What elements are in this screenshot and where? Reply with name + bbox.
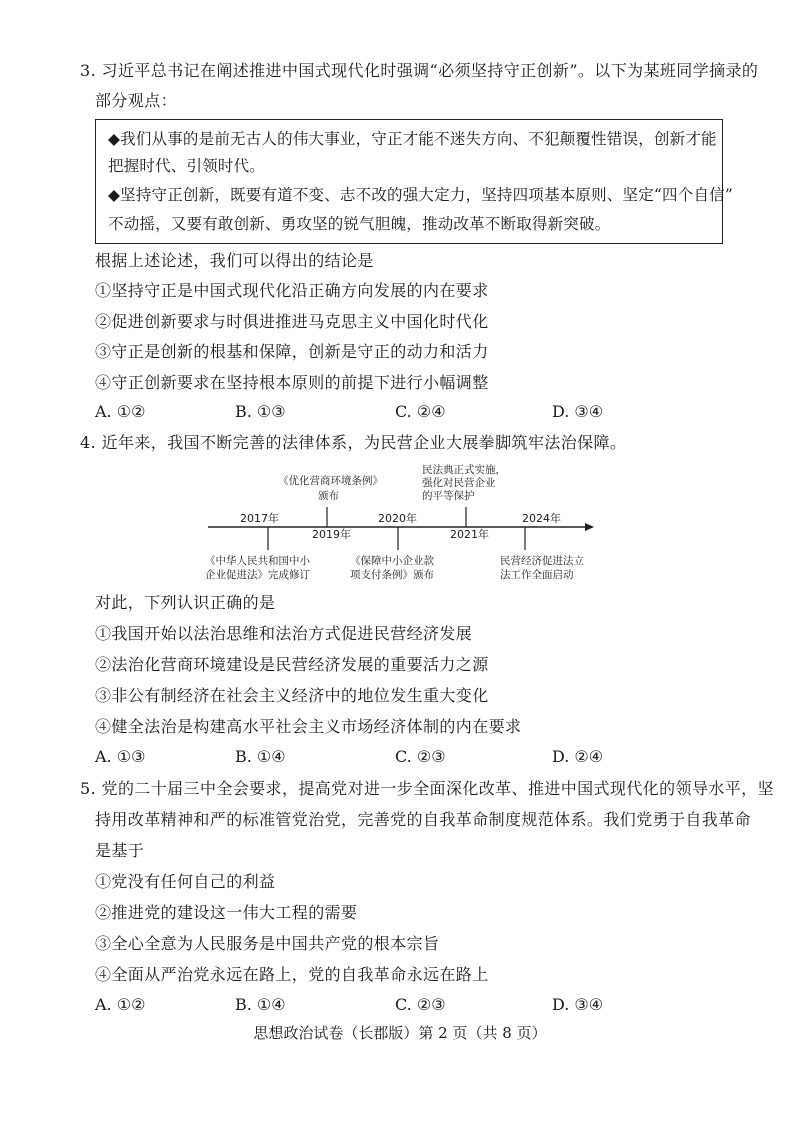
q5-item-3: ③全心全意为人民服务是中国共产党的根本宗旨: [95, 934, 440, 953]
q5-item-1: ①党没有任何自己的利益: [95, 872, 276, 891]
timeline-year-2024: 2024年: [522, 512, 561, 525]
q4-choice-a[interactable]: A. ①③: [95, 747, 146, 766]
q5-choice-d[interactable]: D. ③④: [552, 995, 604, 1014]
q4-choice-b[interactable]: B. ①④: [235, 747, 286, 766]
q5-stem-line1: 5. 党的二十届三中全会要求，提高党对进一步全面深化改革、推进中国式现代化的领导水平，坚: [80, 779, 774, 798]
q3-choice-d[interactable]: D. ③④: [552, 402, 604, 421]
event-2021-line3: 的平等保护: [422, 490, 475, 502]
q3-choice-a[interactable]: A. ①②: [95, 402, 146, 421]
page-footer: 思想政治试卷（长郡版）第 2 页（共 8 页）: [253, 1024, 547, 1042]
event-2024-line1: 民营经济促进法立: [500, 555, 584, 567]
event-2017-line1: 《中华人民共和国中小: [205, 555, 310, 567]
q4-item-2: ②法治化营商环境建设是民营经济发展的重要活力之源: [95, 655, 489, 674]
timeline-year-2019: 2019年: [312, 528, 351, 541]
q5-choice-a[interactable]: A. ①②: [95, 995, 146, 1014]
event-2019-line2: 颁布: [318, 490, 339, 502]
q4-stem: 4. 近年来，我国不断完善的法律体系，为民营企业大展拳脚筑牢法治保障。: [80, 433, 627, 452]
q4-item-1: ①我国开始以法治思维和法治方式促进民营经济发展: [95, 624, 473, 643]
q4-choice-c[interactable]: C. ②③: [395, 747, 446, 766]
q3-quote-line: ◆我们从事的是前无古人的伟大事业，守正才能不迷失方向、不犯颠覆性错误，创新才能: [108, 130, 717, 148]
timeline-arrow-icon: [585, 523, 594, 531]
q3-item-1: ①坚持守正是中国式现代化沿正确方向发展的内在要求: [95, 281, 489, 300]
q3-quote-line: 不动摇，又要有敢创新、勇攻坚的锐气胆魄，推动改革不断取得新突破。: [108, 215, 611, 233]
event-2020-line1: 《保障中小企业款: [350, 555, 434, 567]
q3-choice-c[interactable]: C. ②④: [395, 402, 446, 421]
q3-quote-line: 把握时代、引领时代。: [108, 157, 266, 175]
q5-item-4: ④全面从严治党永远在路上，党的自我革命永远在路上: [95, 965, 489, 984]
q5-choice-b[interactable]: B. ①④: [235, 995, 286, 1014]
event-2024-line2: 法工作全面启动: [500, 569, 574, 581]
q4-choice-d[interactable]: D. ②④: [552, 747, 604, 766]
timeline-year-2017: 2017年: [240, 512, 279, 525]
q3-item-3: ③守正是创新的根基和保障，创新是守正的动力和活力: [95, 342, 489, 361]
timeline-year-2020: 2020年: [378, 512, 417, 525]
q3-item-4: ④守正创新要求在坚持根本原则的前提下进行小幅调整: [95, 373, 489, 392]
event-2021-line1: 民法典正式实施，: [422, 464, 506, 476]
q5-stem-line2: 持用改革精神和严的标准管党治党，完善党的自我革命制度规范体系。我们党勇于自我革命: [95, 810, 752, 829]
event-2019-line1: 《优化营商环境条例》: [278, 475, 383, 487]
q4-question: 对此，下列认识正确的是: [95, 593, 276, 612]
q3-quote-box: [95, 119, 733, 244]
q3-stem-line1: 3. 习近平总书记在阐述推进中国式现代化时强调“必须坚持守正创新”。以下为某班同学摘录的: [80, 61, 759, 80]
q4-item-3: ③非公有制经济在社会主义经济中的地位发生重大变化: [95, 686, 489, 705]
q3-choice-b[interactable]: B. ①③: [235, 402, 286, 421]
q3-item-2: ②促进创新要求与时俱进推进马克思主义中国化时代化: [95, 312, 489, 331]
q3-stem-line2: 部分观点：: [95, 91, 178, 110]
q4-timeline: [200, 462, 600, 587]
q4-item-4: ④健全法治是构建高水平社会主义市场经济体制的内在要求: [95, 717, 522, 736]
q3-quote-line: ◆坚持守正创新，既要有道不变、志不改的强大定力，坚持四项基本原则、坚定“四个自信”: [108, 186, 733, 204]
q5-stem-line3: 是基于: [95, 841, 145, 860]
timeline-year-2021: 2021年: [450, 528, 489, 541]
event-2021-line2: 强化对民营企业: [422, 477, 496, 489]
event-2017-line2: 企业促进法》完成修订: [205, 569, 310, 581]
event-2020-line2: 项支付条例》颁布: [350, 569, 434, 581]
q5-choice-c[interactable]: C. ②③: [395, 995, 446, 1014]
q5-item-2: ②推进党的建设这一伟大工程的需要: [95, 903, 358, 922]
q3-question: 根据上述论述，我们可以得出的结论是: [95, 251, 374, 270]
